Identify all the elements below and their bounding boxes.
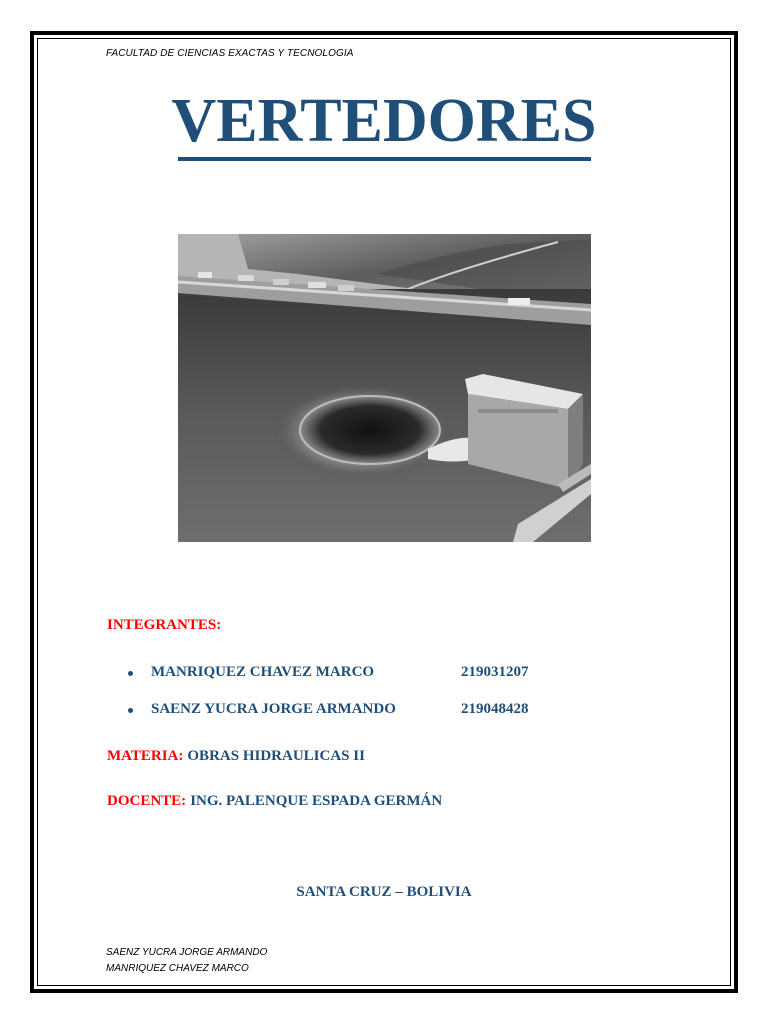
member-name: SAENZ YUCRA JORGE ARMANDO <box>151 701 396 717</box>
bullet-icon <box>128 671 133 676</box>
member-row <box>128 701 608 721</box>
member-name: MANRIQUEZ CHAVEZ MARCO <box>151 664 375 680</box>
spillway-photo <box>178 234 591 542</box>
footer-author-2: MANRIQUEZ CHAVEZ MARCO <box>106 963 249 974</box>
faculty-header: FACULTAD DE CIENCIAS EXACTAS Y TECNOLOGIA <box>106 48 354 59</box>
footer-author-1: SAENZ YUCRA JORGE ARMANDO <box>106 947 268 958</box>
materia-value: OBRAS HIDRAULICAS II <box>187 748 365 764</box>
member-code: 219048428 <box>461 701 529 717</box>
docente-line <box>107 792 442 810</box>
docente-value: ING. PALENQUE ESPADA GERMÁN <box>190 793 443 809</box>
integrantes-label: INTEGRANTES: <box>107 617 222 633</box>
location: SANTA CRUZ – BOLIVIA <box>296 884 472 900</box>
member-code: 219031207 <box>461 664 529 680</box>
member-row <box>128 664 608 684</box>
title-underline <box>178 157 591 161</box>
docente-label: DOCENTE: <box>107 793 187 809</box>
document-title: VERTEDORES <box>171 87 597 155</box>
materia-line <box>107 747 365 765</box>
materia-label: MATERIA: <box>107 748 184 764</box>
bullet-icon <box>128 708 133 713</box>
